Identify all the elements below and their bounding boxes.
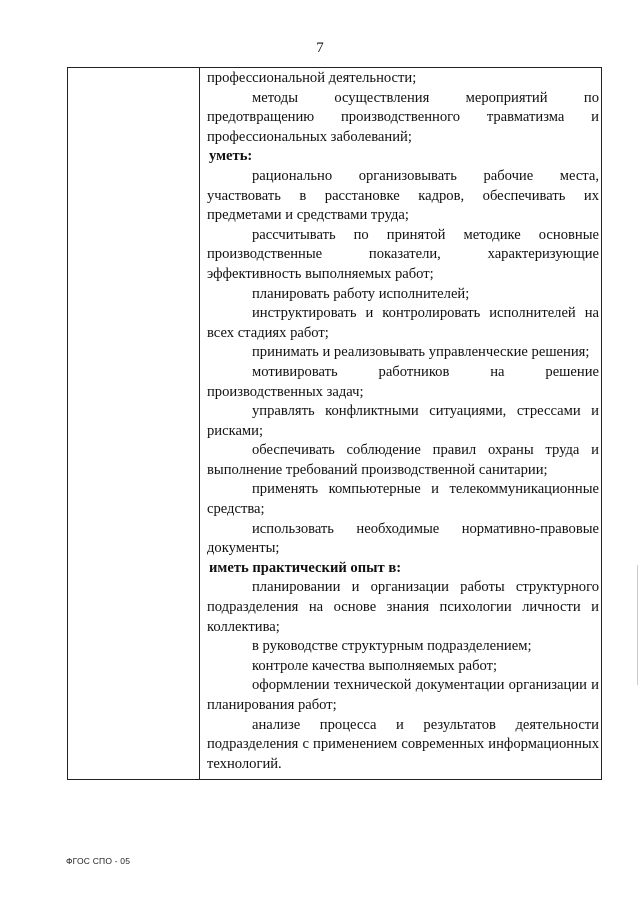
- skill-item-legal-docs: использовать необходимые нормативно-правовые документы;: [207, 520, 599, 557]
- skill-item-planning: планировать работу исполнителей;: [252, 285, 470, 302]
- skill-item-motivation: мотивировать работников на решение производственных задач;: [207, 363, 599, 400]
- experience-item-management: в руководстве структурным подразделением;: [252, 638, 532, 655]
- footer-code: ФГОС СПО - 05: [66, 856, 131, 866]
- table-right-cell: [207, 69, 599, 774]
- requirements-table: [67, 67, 602, 780]
- experience-item-documentation: оформлении технической документации организации и планирования работ;: [207, 677, 599, 713]
- skill-item-indicators: рассчитывать по принятой методике основные производственные показатели, характеризующие эффективность выполняемых работ;: [207, 226, 599, 282]
- knowledge-item-injury-prevention: методы осуществления мероприятий по предотвращению производственного травматизма и профессиональных заболеваний;: [207, 89, 599, 145]
- skill-item-conflicts: управлять конфликтными ситуациями, стрессами и рисками;: [207, 403, 599, 439]
- skill-item-workplaces: рационально организовывать рабочие места, участвовать в расстановке кадров, обеспечивать их предметами и средствами труда;: [207, 167, 599, 224]
- experience-item-quality: контроле качества выполняемых работ;: [252, 657, 498, 674]
- heading-skills: уметь:: [209, 148, 253, 165]
- page-number: 7: [316, 40, 324, 56]
- scan-edge-line: [637, 565, 638, 685]
- table-left-cell: [68, 68, 200, 779]
- skill-item-instructing: инструктировать и контролировать исполнителей на всех стадиях работ;: [207, 305, 599, 341]
- skill-item-safety: обеспечивать соблюдение правил охраны труда и выполнение требований производственной санитарии;: [207, 442, 599, 478]
- skill-item-computers: применять компьютерные и телекоммуникационные средства;: [207, 481, 599, 518]
- experience-item-organization: планировании и организации работы структурного подразделения на основе знания психологии личности и коллектива;: [207, 579, 599, 635]
- experience-item-analysis: анализе процесса и результатов деятельности подразделения с применением современных информационных технологий.: [207, 716, 599, 772]
- heading-practical-experience: иметь практический опыт в:: [209, 559, 402, 576]
- paragraph-continuation: профессиональной деятельности;: [207, 70, 417, 86]
- skill-item-decisions: принимать и реализовывать управленческие решения;: [252, 344, 590, 361]
